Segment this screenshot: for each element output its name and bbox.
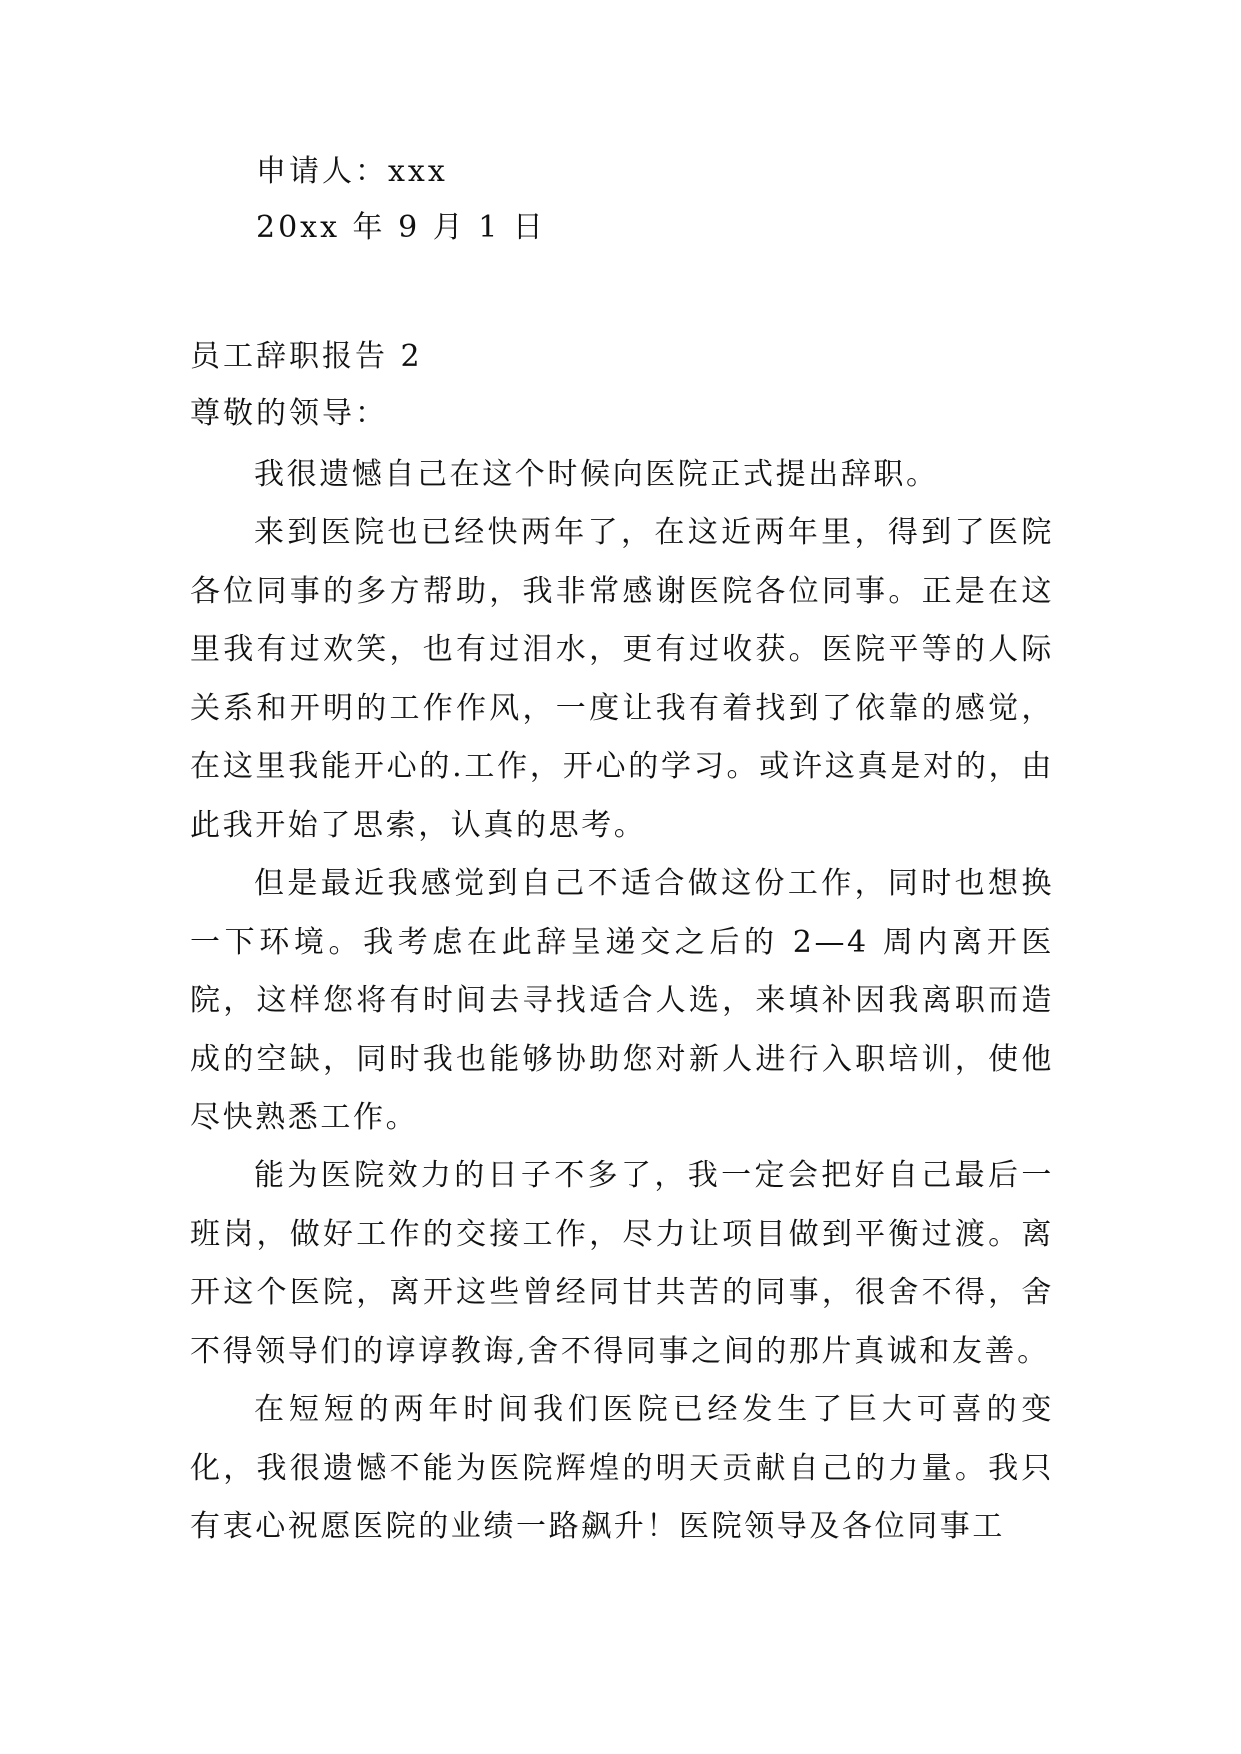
report-title: 员工辞职报告 2: [190, 339, 423, 374]
date-line: 20xx 年 9 月 1 日: [256, 210, 546, 245]
salutation: 尊敬的领导：: [190, 396, 388, 431]
paragraph-2: 来到医院也已经快两年了，在这近两年里，得到了医院各位同事的多方帮助，我非常感谢医院各位同事。正是在这里我有过欢笑，也有过泪水，更有过收获。医院平等的人际关系和开明的工作作风，一度让我有着找到了依靠的感觉，在这里我能开心的.工作，开心的学习。或许这真是对的，由此我开始了思索，认真的思考。: [190, 515, 1054, 843]
paragraph-4: 能为医院效力的日子不多了，我一定会把好自己最后一班岗，做好工作的交接工作，尽力让项目做到平衡过渡。离开这个医院，离开这些曾经同甘共苦的同事，很舍不得，舍不得领导们的谆谆教诲,舍不得同事之间的那片真诚和友善。: [190, 1158, 1054, 1369]
paragraph-1: 我很遗憾自己在这个时候向医院正式提出辞职。: [254, 457, 939, 492]
paragraph-5: 在短短的两年时间我们医院已经发生了巨大可喜的变化，我很遗憾不能为医院辉煌的明天贡献自己的力量。我只有衷心祝愿医院的业绩一路飙升！医院领导及各位同事工: [190, 1392, 1054, 1544]
applicant-line: 申请人：xxx: [256, 154, 448, 189]
paragraph-3: 但是最近我感觉到自己不适合做这份工作，同时也想换一下环境。我考虑在此辞呈递交之后的 2—4 周内离开医院，这样您将有时间去寻找适合人选，来填补因我离职而造成的空缺，同时我也能够协助您对新人进行入职培训，使他尽快熟悉工作。: [190, 866, 1054, 1135]
